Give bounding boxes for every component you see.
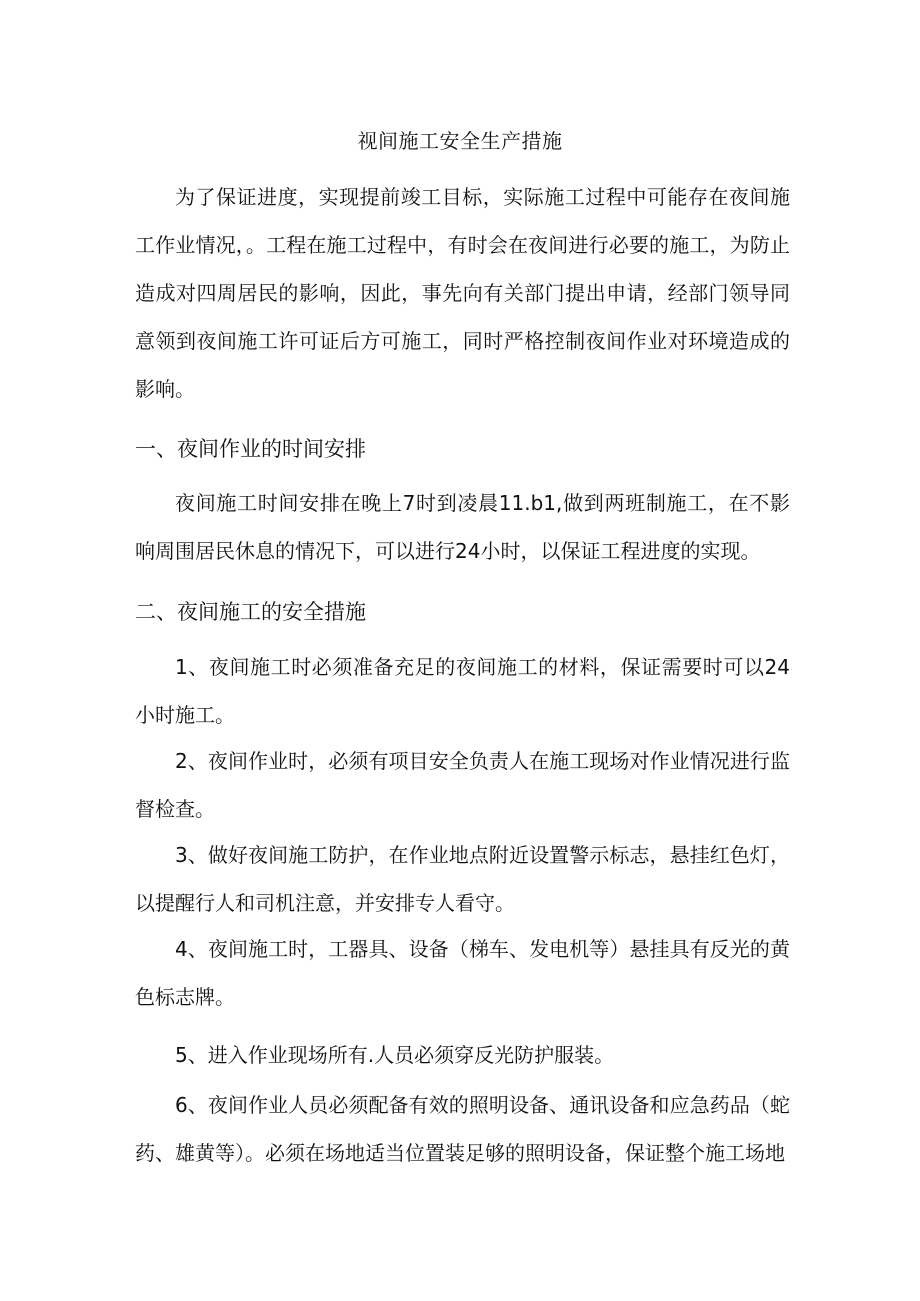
section-1-paragraph: 夜间施工时间安排在晚上7时到凌晨11.b1,做到两班制施工，在不影响周围居民休息的情况下，可以进行24小时，以保证工程进度的实现。 [135, 491, 790, 563]
list-item-2: 2、夜间作业时，必须有项目安全负责人在施工现场对作业情况进行监督检查。 [135, 749, 790, 821]
list-item-3: 3、做好夜间施工防护，在作业地点附近设置警示标志，悬挂红色灯，以提醒行人和司机注意，并安排专人看守。 [135, 843, 790, 915]
section-2-heading: 二、夜间施工的安全措施 [135, 600, 366, 624]
list-item-1: 1、夜间施工时必须准备充足的夜间施工的材料，保证需要时可以24小时施工。 [135, 655, 790, 727]
document-title: 视间施工安全生产措施 [357, 129, 563, 153]
list-item-5: 5、进入作业现场所有.人员必须穿反光防护服装。 [175, 1043, 615, 1067]
section-1-heading: 一、夜间作业的时间安排 [135, 437, 366, 461]
list-item-4: 4、夜间施工时，工器具、设备（梯车、发电机等）悬挂具有反光的黄色标志牌。 [135, 937, 790, 1009]
list-item-6: 6、夜间作业人员必须配备有效的照明设备、通讯设备和应急药品（蛇药、雄黄等）。必须在场地适当位置装足够的照明设备，保证整个施工场地 [135, 1093, 790, 1165]
intro-paragraph: 为了保证进度，实现提前竣工目标，实际施工过程中可能存在夜间施工作业情况，。工程在施工过程中，有时会在夜间进行必要的施工，为防止造成对四周居民的影响，因此，事先向有关部门提出申请，经部门领导同意领到夜间施工许可证后方可施工，同时严格控制夜间作业对环境造成的影响。 [135, 185, 790, 401]
